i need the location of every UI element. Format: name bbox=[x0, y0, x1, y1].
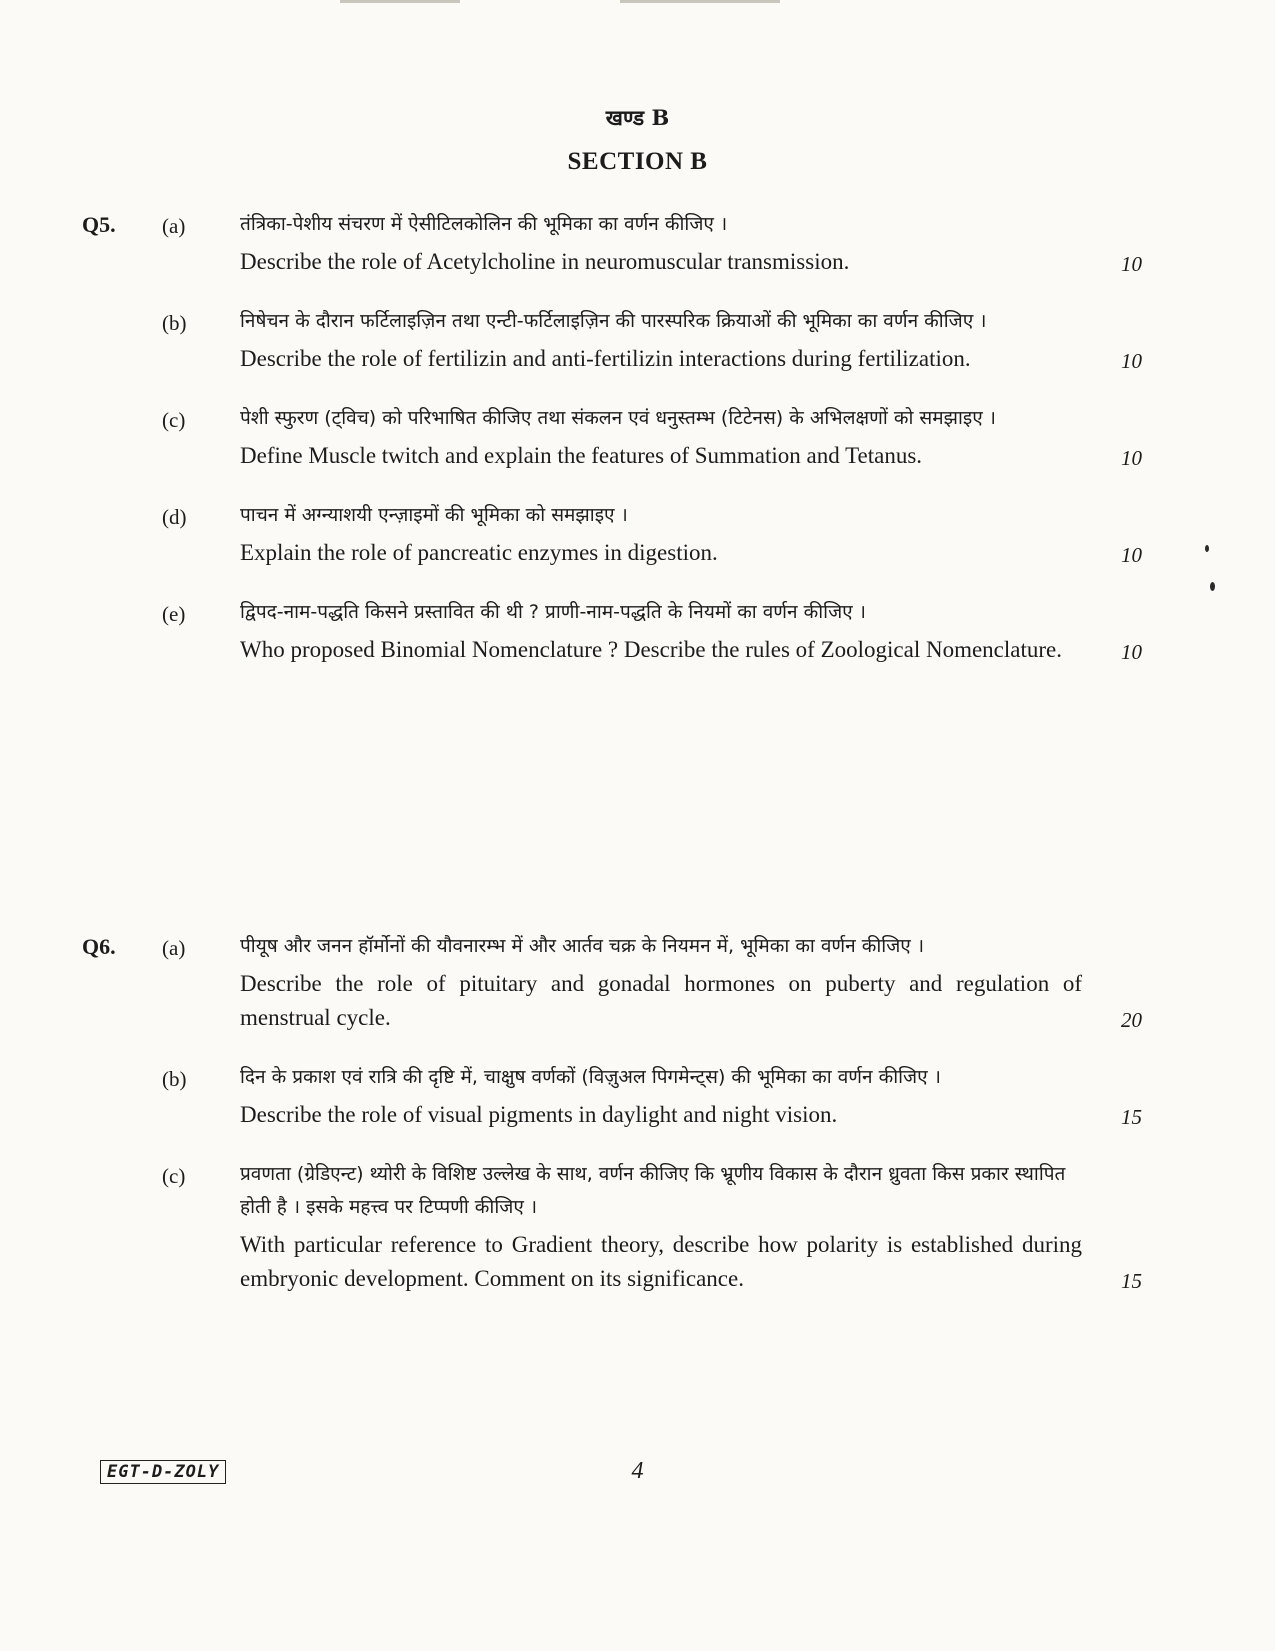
question-number: Q5. bbox=[82, 212, 116, 237]
question-part bbox=[82, 930, 1172, 1035]
part-label: (b) bbox=[162, 1067, 187, 1091]
part-label: (d) bbox=[162, 505, 187, 529]
part-label: (a) bbox=[162, 214, 186, 238]
top-scan-marks bbox=[340, 0, 820, 6]
question-5 bbox=[82, 208, 1172, 693]
part-marks: 10 bbox=[1121, 543, 1142, 567]
part-text-hindi: पाचन में अग्न्याशयी एन्ज़ाइमों की भूमिका को समझाइए । bbox=[240, 504, 628, 526]
part-text-hindi: पेशी स्फुरण (ट्विच) को परिभाषित कीजिए तथा संकलन एवं धनुस्तम्भ (टिटेनस) के अभिलक्षणों को समझाइए । bbox=[240, 407, 996, 429]
part-text-hindi: पीयूष और जनन हॉर्मोनों की यौवनारम्भ में और आर्तव चक्र के नियमन में, भूमिका का वर्णन कीजिए । bbox=[240, 935, 925, 957]
part-label: (c) bbox=[162, 1164, 186, 1188]
part-text-english: Who proposed Binomial Nomenclature ? Describe the rules of Zoological Nomenclature. bbox=[240, 637, 1062, 662]
part-text-english: Describe the role of fertilizin and anti-fertilizin interactions during fertilization. bbox=[240, 346, 971, 371]
section-heading-hindi: खण्ड B bbox=[605, 105, 670, 130]
part-text-english: With particular reference to Gradient theory, describe how polarity is established during embryonic development. Comment on its significance. bbox=[240, 1232, 1082, 1291]
part-text-english: Describe the role of Acetylcholine in neuromuscular transmission. bbox=[240, 249, 850, 274]
part-text-hindi: दिन के प्रकाश एवं रात्रि की दृष्टि में, चाक्षुष वर्णकों (विज़ुअल पिगमेन्ट्स) की भूमिका का वर्णन कीजिए । bbox=[240, 1066, 941, 1088]
question-part bbox=[82, 499, 1172, 570]
paper-code: EGT-D-ZOLY bbox=[100, 1460, 226, 1484]
part-label: (b) bbox=[162, 311, 187, 335]
part-marks: 15 bbox=[1121, 1105, 1142, 1129]
scan-speck bbox=[1210, 582, 1215, 591]
part-marks: 15 bbox=[1121, 1269, 1142, 1293]
part-marks: 10 bbox=[1121, 640, 1142, 664]
part-text-english: Explain the role of pancreatic enzymes in digestion. bbox=[240, 540, 718, 565]
part-label: (c) bbox=[162, 408, 186, 432]
question-part bbox=[82, 208, 1172, 279]
question-part bbox=[82, 402, 1172, 473]
part-marks: 10 bbox=[1121, 349, 1142, 373]
part-marks: 10 bbox=[1121, 446, 1142, 470]
question-part bbox=[82, 1158, 1172, 1296]
part-marks: 20 bbox=[1121, 1008, 1142, 1032]
part-text-hindi: तंत्रिका-पेशीय संचरण में ऐसीटिलकोलिन की भूमिका का वर्णन कीजिए । bbox=[240, 213, 728, 235]
question-part bbox=[82, 1061, 1172, 1132]
scan-speck bbox=[1205, 545, 1209, 552]
question-number: Q6. bbox=[82, 934, 116, 959]
part-text-english: Define Muscle twitch and explain the features of Summation and Tetanus. bbox=[240, 443, 923, 468]
section-heading-english: SECTION B bbox=[567, 148, 708, 175]
part-text-hindi: प्रवणता (ग्रेडिएन्ट) थ्योरी के विशिष्ट उल्लेख के साथ, वर्णन कीजिए कि भ्रूणीय विकास के दौरान ध्रुवता किस प्रकार स्थापित होती है । इसके महत्त्व पर टिप्पणी कीजिए । bbox=[240, 1163, 1066, 1218]
part-text-hindi: निषेचन के दौरान फर्टिलाइज़िन तथा एन्टी-फर्टिलाइज़िन की पारस्परिक क्रियाओं की भूमिका का वर्णन कीजिए । bbox=[240, 310, 987, 332]
part-label: (e) bbox=[162, 602, 186, 626]
part-text-english: Describe the role of pituitary and gonadal hormones on puberty and regulation of menstrual cycle. bbox=[240, 971, 1082, 1030]
question-6 bbox=[82, 930, 1172, 1322]
part-marks: 10 bbox=[1121, 252, 1142, 276]
question-part bbox=[82, 596, 1172, 667]
page-number: 4 bbox=[631, 1458, 644, 1484]
part-text-hindi: द्विपद-नाम-पद्धति किसने प्रस्तावित की थी ? प्राणी-नाम-पद्धति के नियमों का वर्णन कीजिए । bbox=[240, 601, 866, 623]
part-text-english: Describe the role of visual pigments in daylight and night vision. bbox=[240, 1102, 838, 1127]
part-label: (a) bbox=[162, 936, 186, 960]
question-part bbox=[82, 305, 1172, 376]
